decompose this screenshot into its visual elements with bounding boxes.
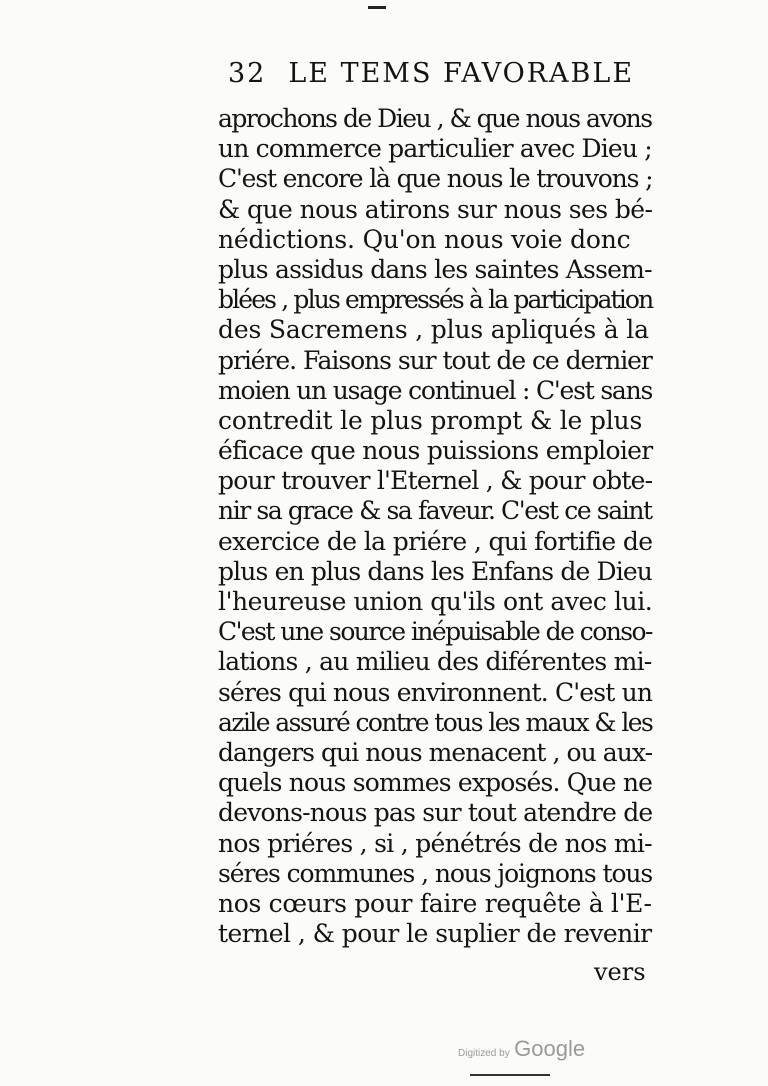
text-line: blées , plus empressés à la participation [218,285,653,315]
text-line: des Sacremens , plus apliqués à la [218,315,649,345]
text-line: lations , au milieu des diférentes mi- [218,647,652,677]
text-line: aprochons de Dieu , & que nous avons [218,104,652,133]
text-line: plus en plus dans les Enfans de Dieu [218,556,653,586]
text-line: séres communes , nous joignons tous [218,858,653,888]
text-line: plus assidus dans les saintes Assem- [218,254,652,284]
text-line: azile assuré contre tous les maux & les [218,707,653,737]
text-line: nos cœurs pour faire requête à l'E- [218,888,652,918]
text-line: priére. Faisons sur tout de ce dernier [218,345,652,375]
text-line: contredit le plus prompt & le plus [218,405,643,435]
text-line: séres qui nous environnent. C'est un [218,677,653,707]
text-line: dangers qui nous menacent , ou aux- [218,737,653,767]
bottom-rule [470,1074,550,1076]
text-line: nir sa grace & sa faveur. C'est ce saint [218,496,652,526]
watermark-prefix: Digitized by [458,1048,510,1059]
text-line: C'est encore là que nous le trouvons ; [218,164,653,194]
watermark-brand: Google [514,1036,586,1061]
text-line: nos priéres , si , pénétrés de nos mi- [218,828,652,858]
running-head [228,58,648,98]
text-line: l'heureuse union qu'ils ont avec lui. [218,587,653,616]
body-text [218,104,658,949]
text-line: & que nous atirons sur nous ses bé- [218,194,653,224]
text-line: éficace que nous puissions emploier [218,436,653,466]
page-number: 32 [228,58,267,89]
text-line: C'est une source inépuisable de conso- [218,617,652,647]
text-line: pour trouver l'Eternel , & pour obte- [218,466,653,496]
text-line: devons-nous pas sur tout atendre de [218,798,653,828]
text-line: moien un usage continuel : C'est sans [218,375,653,405]
top-edge-mark [368,6,386,9]
running-title: LE TEMS FAVORABLE [288,58,635,89]
digitization-watermark [458,1036,585,1062]
catchword: vers [594,958,646,986]
text-line: quels nous sommes exposés. Que ne [218,768,653,798]
text-line: nédictions. Qu'on nous voie donc [218,224,631,254]
text-line: un commerce particulier avec Dieu ; [218,134,652,164]
text-line: exercice de la priére , qui fortifie de [218,526,653,556]
text-line: ternel , & pour le suplier de revenir [218,919,652,949]
